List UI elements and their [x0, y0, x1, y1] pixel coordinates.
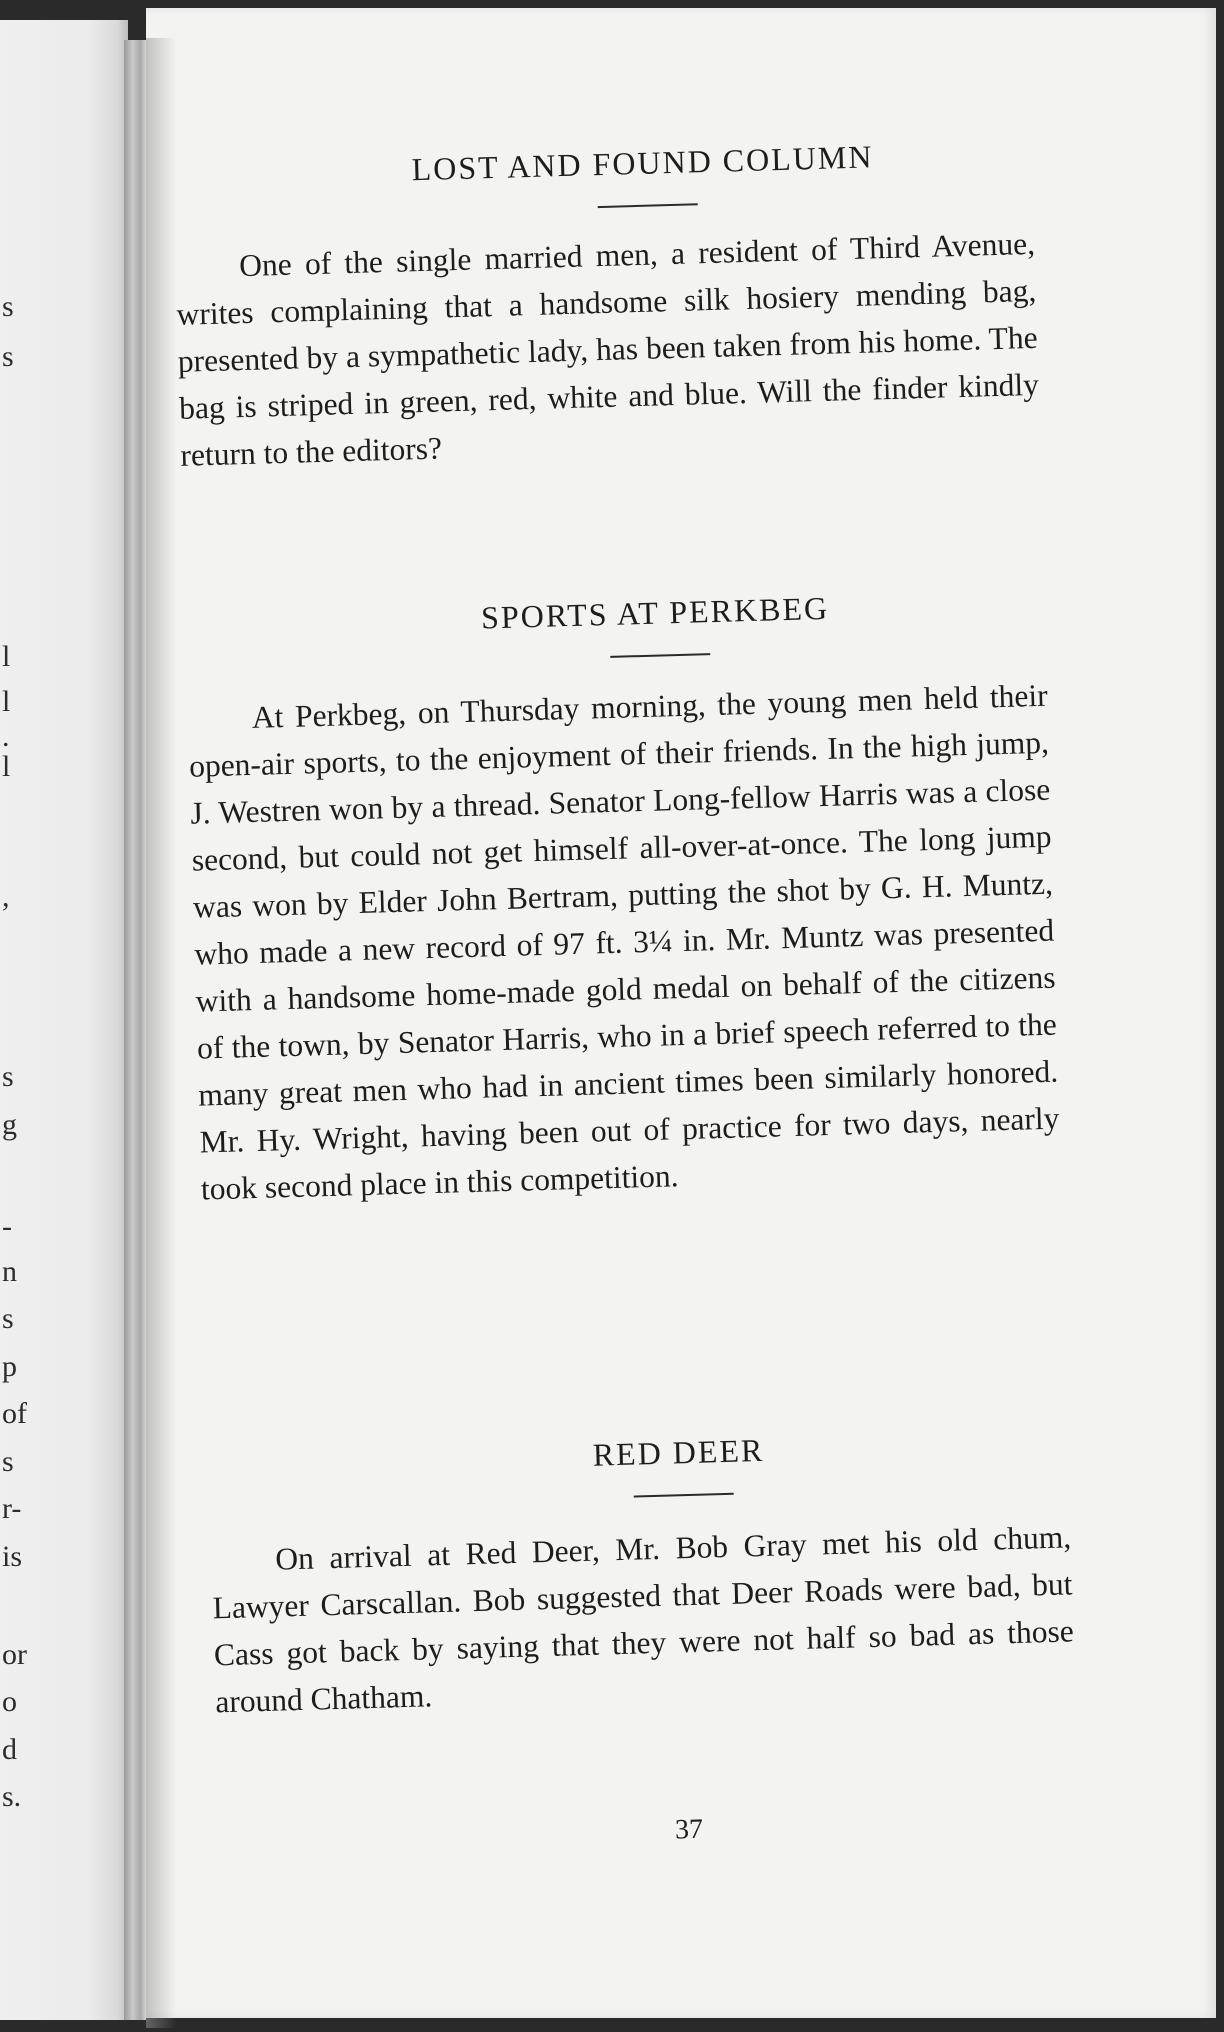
left-margin-char: l: [2, 685, 11, 718]
left-margin-char: s: [2, 1445, 14, 1478]
section-body-red-deer: On arrival at Red Deer, Mr. Bob Gray met his old chum, Lawyer Carscallan. Bob suggested that Deer Roads were bad, but Cass got back by saying that they were not half so bad as those around Chatham.: [212, 1519, 1075, 1720]
left-margin-char: g: [2, 1108, 17, 1141]
left-margin-char: is: [2, 1540, 23, 1573]
heading-rule: [634, 1493, 734, 1498]
left-margin-char: -: [2, 1210, 12, 1243]
section-body-sports-at-perkbeg: At Perkbeg, on Thursday morning, the young men held their open-air sports, to the enjoyment of their friends. In the high jump, J. Westren won by a thread. Senator Long-fellow Harris was a close second, but could not get himself all-over-at-once. The long jump was won by Elder John Bertram, putting the shot by G. H. Muntz, who made a new record of 97 ft. 3¼ in. Mr. Muntz was presented with a handsome home-made gold medal on behalf of the citizens of the town, by Senator Harris, who in a brief speech referred to the many great men who had in ancient times been similarly honored. Mr. Hy. Wright, having been out of practice for two days, nearly took second place in this competition.: [188, 677, 1060, 1207]
left-margin-char: ,: [2, 880, 10, 913]
left-margin-char: l: [2, 640, 11, 673]
left-margin-char: s: [2, 340, 14, 373]
left-margin-char: .: [2, 720, 10, 753]
right-page: [146, 8, 1216, 2018]
left-margin-char: r-: [2, 1492, 22, 1525]
left-margin-char: s: [2, 290, 14, 323]
left-margin-char: or: [2, 1638, 27, 1671]
book-gutter: [124, 40, 146, 2020]
gutter-shadow: [146, 38, 176, 2028]
section-heading-sports-at-perkbeg: SPORTS AT PERKBEG: [480, 589, 830, 636]
section-heading-red-deer: RED DEER: [592, 1431, 765, 1473]
page-content: [168, 0, 1168, 1846]
left-margin-char: l: [2, 750, 11, 783]
left-margin-char: s: [2, 1302, 14, 1335]
left-margin-char: s.: [2, 1780, 22, 1813]
left-margin-char: n: [2, 1255, 17, 1288]
left-facing-page: [0, 20, 128, 2020]
left-margin-char: o: [2, 1685, 17, 1718]
left-margin-char: of: [2, 1397, 27, 1430]
section-heading-lost-and-found: LOST AND FOUND COLUMN: [411, 138, 874, 188]
section-body-lost-and-found: One of the single married men, a resident of Third Avenue, writes complaining that a handsome silk hosiery mending bag, presented by a sympathetic lady, has been taken from his home. The bag is striped in green, red, white and blue. Will the finder kindly return to the editors?: [176, 225, 1040, 473]
heading-rule: [598, 203, 698, 208]
left-margin-char: s: [2, 1060, 14, 1093]
left-page-margin-text: [0, 20, 27, 2020]
heading-rule: [610, 653, 710, 658]
left-margin-char: d: [2, 1733, 17, 1766]
left-margin-char: p: [2, 1350, 17, 1383]
page-number: 37: [674, 1813, 704, 1846]
